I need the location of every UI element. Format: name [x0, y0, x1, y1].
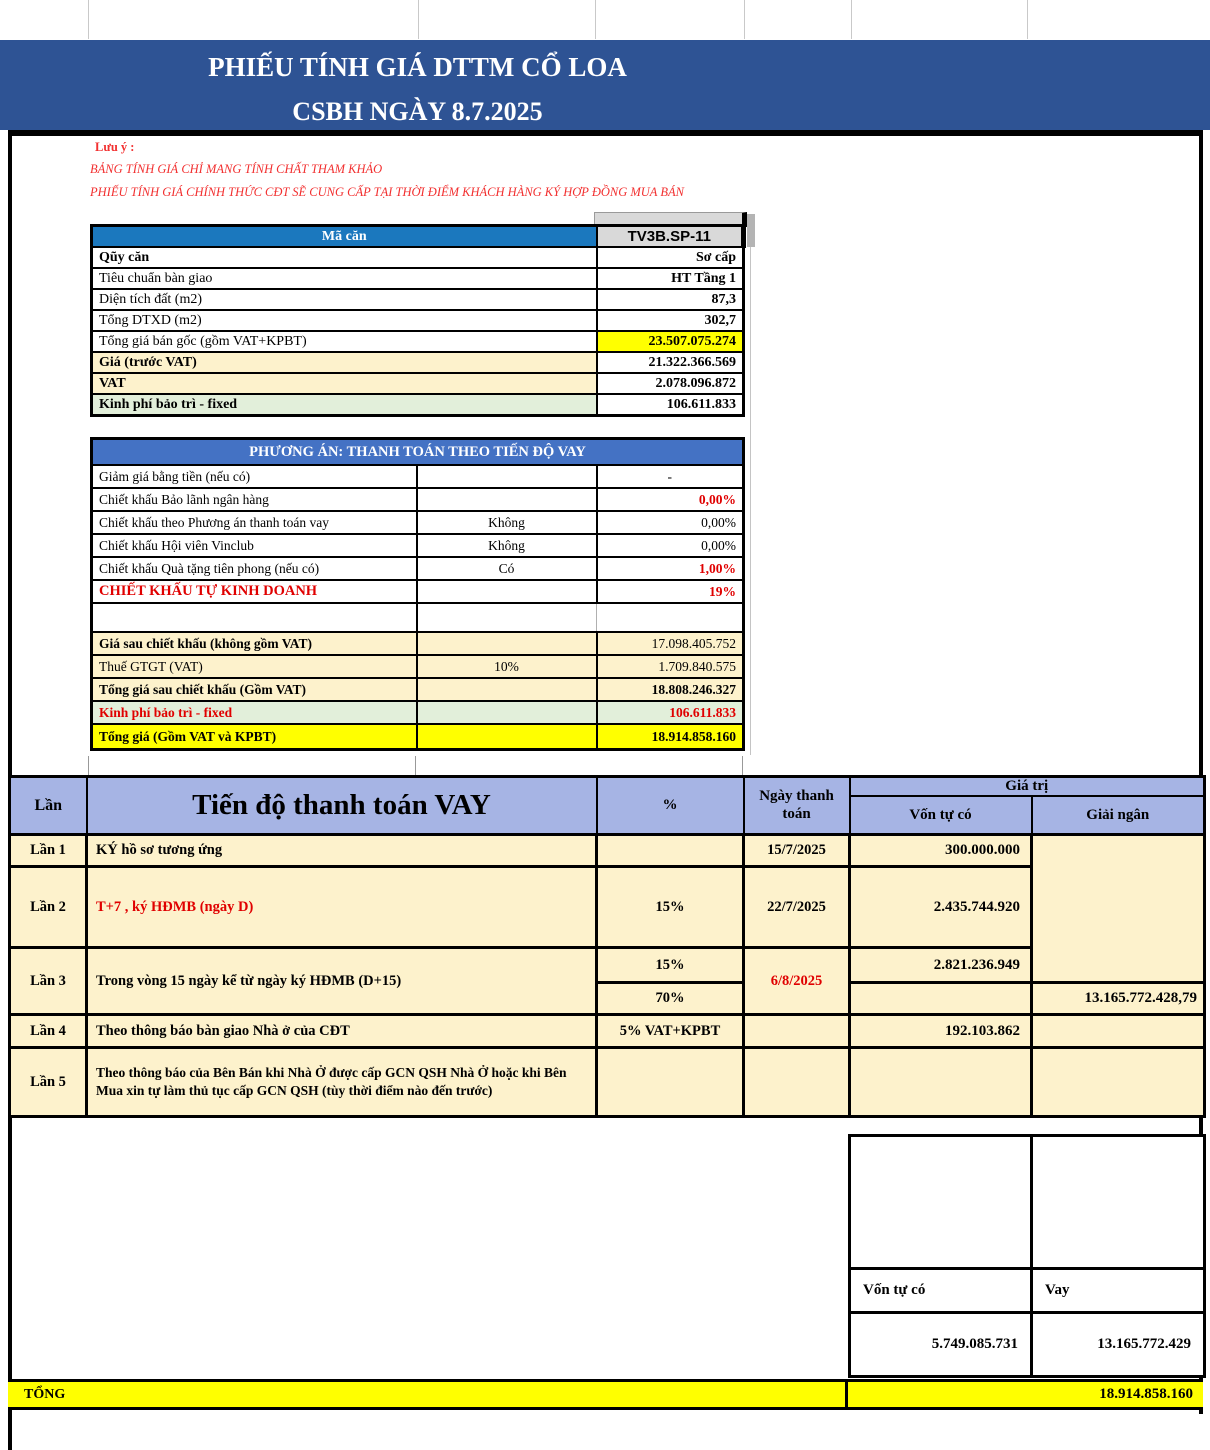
- installment-percent: 70%: [597, 983, 744, 1015]
- unit-code-value: TV3B.SP-11: [597, 226, 744, 248]
- vat-rate: 10%: [417, 655, 597, 678]
- disbursement-amount: 13.165.772.428,79: [1032, 983, 1205, 1015]
- row-option: [417, 701, 597, 724]
- note-line-2: PHIẾU TÍNH GIÁ CHÍNH THỨC CĐT SẼ CUNG CẤP TẠI THỜI ĐIỂM KHÁCH HÀNG KÝ HỢP ĐỒNG MUA BÁN: [90, 185, 684, 199]
- schedule-row-5: [10, 1048, 1205, 1117]
- installment-desc: Theo thông báo bàn giao Nhà ở của CĐT: [87, 1015, 597, 1048]
- installment-date: 22/7/2025: [744, 867, 850, 948]
- installment-desc: Theo thông báo của Bên Bán khi Nhà Ở được cấp GCN QSH Nhà Ở hoặc khi Bên Mua xin tự làm thủ tục cấp GCN QSH (tùy thời điểm nào đến trước): [87, 1048, 597, 1117]
- table-row: [92, 310, 744, 331]
- row-label: VAT: [92, 373, 597, 394]
- row-option: Có: [417, 557, 597, 580]
- equity-amount: [850, 1048, 1032, 1117]
- row-label: Chiết khấu Bảo lãnh ngân hàng: [92, 488, 417, 511]
- row-value: 21.322.366.569: [597, 352, 744, 373]
- table-row: [92, 557, 744, 580]
- row-label: Giá (trước VAT): [92, 352, 597, 373]
- table-row: [92, 465, 744, 488]
- row-label: Chiết khấu theo Phương án thanh toán vay: [92, 511, 417, 534]
- row-label: Tổng giá sau chiết khấu (Gồm VAT): [92, 678, 417, 701]
- table-row: [92, 331, 744, 352]
- gridline: [1027, 0, 1028, 39]
- title-band: [0, 40, 1210, 130]
- equity-amount: 192.103.862: [850, 1015, 1032, 1048]
- sheet-border-top: [8, 130, 1203, 136]
- installment-desc: T+7 , ký HĐMB (ngày D): [87, 867, 597, 948]
- column-gridline: [750, 247, 751, 755]
- row-option: [417, 724, 597, 750]
- table-row: [92, 247, 744, 268]
- row-label: Tiêu chuẩn bàn giao: [92, 268, 597, 289]
- installment-date: [744, 1015, 850, 1048]
- col-header-value: Giá trị: [850, 777, 1205, 797]
- payment-schedule-table: [8, 775, 1206, 1118]
- table-row: [92, 352, 744, 373]
- payment-plan-table: [90, 437, 745, 751]
- gridline: [88, 0, 89, 39]
- business-discount-value: 19%: [597, 580, 744, 603]
- schedule-row-4: [10, 1015, 1205, 1048]
- col-header-equity: Vốn tự có: [850, 796, 1032, 835]
- installment-number: Lần 2: [10, 867, 87, 948]
- empty-cell: [1032, 1136, 1205, 1269]
- equity-amount: 300.000.000: [850, 835, 1032, 867]
- installment-date: 6/8/2025: [744, 948, 850, 1015]
- installment-percent: 15%: [597, 948, 744, 983]
- table-row: [92, 394, 744, 416]
- row-label: Chiết khấu Hội viên Vinclub: [92, 534, 417, 557]
- schedule-row-2: [10, 867, 1205, 948]
- installment-percent: 5% VAT+KPBT: [597, 1015, 744, 1048]
- maintenance-fee-value: 106.611.833: [597, 701, 744, 724]
- note-line-1: BẢNG TÍNH GIÁ CHỈ MANG TÍNH CHẤT THAM KHẢO: [90, 162, 383, 176]
- row-option: Không: [417, 534, 597, 557]
- row-option: Không: [417, 511, 597, 534]
- maintenance-fee-label: Kinh phí bảo trì - fixed: [92, 701, 417, 724]
- row-label: Giá sau chiết khấu (không gồm VAT): [92, 632, 417, 655]
- table-row: [92, 580, 744, 603]
- row-option: [417, 632, 597, 655]
- row-label: Tổng giá bán gốc (gồm VAT+KPBT): [92, 331, 597, 352]
- table-row: [92, 632, 744, 655]
- table-row: [92, 534, 744, 557]
- installment-date: 15/7/2025: [744, 835, 850, 867]
- empty-cell: [850, 1136, 1032, 1269]
- installment-percent: [597, 835, 744, 867]
- row-label: Kinh phí bảo trì - fixed: [92, 394, 597, 416]
- page-title: PHIẾU TÍNH GIÁ DTTM CỔ LOA: [208, 52, 627, 82]
- spreadsheet-grid-strip: [0, 0, 1210, 40]
- total-label: TỔNG: [8, 1382, 848, 1407]
- disbursement-merged-cell: [1032, 835, 1205, 983]
- unit-table: [90, 224, 746, 417]
- table-row: [850, 1313, 1205, 1377]
- loan-label: Vay: [1032, 1269, 1205, 1313]
- installment-number: Lần 1: [10, 835, 87, 867]
- installment-percent: [597, 1048, 744, 1117]
- row-value: 0,00%: [597, 534, 744, 557]
- row-label: Chiết khấu Quà tặng tiên phong (nếu có): [92, 557, 417, 580]
- funding-summary-table: [848, 1134, 1206, 1378]
- table-row: [92, 655, 744, 678]
- row-label: Thuế GTGT (VAT): [92, 655, 417, 678]
- installment-percent: 15%: [597, 867, 744, 948]
- table-row: [92, 226, 744, 248]
- grand-total-label: Tổng giá (Gồm VAT và KPBT): [92, 724, 417, 750]
- gridline: [851, 0, 852, 39]
- row-value: 302,7: [597, 310, 744, 331]
- col-header-progress: Tiến độ thanh toán VAY: [87, 777, 597, 835]
- original-price-value: 23.507.075.274: [597, 331, 744, 352]
- table-row: [92, 511, 744, 534]
- plan-table-title: PHƯƠNG ÁN: THANH TOÁN THEO TIẾN ĐỘ VAY: [92, 439, 744, 466]
- installment-desc: Trong vòng 15 ngày kể từ ngày ký HĐMB (D+15): [87, 948, 597, 1015]
- empty-cell: [417, 603, 597, 632]
- row-value: 0,00%: [597, 488, 744, 511]
- installment-number: Lần 4: [10, 1015, 87, 1048]
- empty-cell: [597, 603, 744, 632]
- table-row: [92, 289, 744, 310]
- row-label: Giảm giá bằng tiền (nếu có): [92, 465, 417, 488]
- grand-total-row: [8, 1379, 1203, 1410]
- loan-total: 13.165.772.429: [1032, 1313, 1205, 1377]
- table-row: [850, 1269, 1205, 1313]
- equity-label: Vốn tự có: [850, 1269, 1032, 1313]
- disbursement-amount: [1032, 1015, 1205, 1048]
- row-label: Diện tích đất (m2): [92, 289, 597, 310]
- col-header-lan: Lần: [10, 777, 87, 835]
- equity-amount: 2.821.236.949: [850, 948, 1032, 983]
- row-option: [417, 580, 597, 603]
- gridline: [742, 756, 743, 775]
- installment-date: [744, 1048, 850, 1117]
- row-value: 1,00%: [597, 557, 744, 580]
- installment-desc: KÝ hồ sơ tương ứng: [87, 835, 597, 867]
- col-header-date: Ngày thanh toán: [744, 777, 850, 835]
- empty-cell: [92, 603, 417, 632]
- gridline: [744, 0, 745, 39]
- grand-total-value: 18.914.858.160: [597, 724, 744, 750]
- installment-number: Lần 5: [10, 1048, 87, 1117]
- table-row: [92, 724, 744, 750]
- col-header-percent: %: [597, 777, 744, 835]
- spacer-row: [92, 603, 744, 632]
- table-row: [92, 268, 744, 289]
- row-value: 87,3: [597, 289, 744, 310]
- table-row: [92, 701, 744, 724]
- row-value: 18.808.246.327: [597, 678, 744, 701]
- row-value: 2.078.096.872: [597, 373, 744, 394]
- disbursement-amount: [1032, 1048, 1205, 1117]
- row-value: HT Tầng 1: [597, 268, 744, 289]
- equity-total: 5.749.085.731: [850, 1313, 1032, 1377]
- row-value: 0,00%: [597, 511, 744, 534]
- gridline: [418, 0, 419, 39]
- row-value: 17.098.405.752: [597, 632, 744, 655]
- col-header-disbursement: Giải ngân: [1032, 796, 1205, 835]
- row-option: [417, 678, 597, 701]
- row-value: 1.709.840.575: [597, 655, 744, 678]
- table-row: [92, 439, 744, 466]
- total-value: 18.914.858.160: [1099, 1386, 1193, 1402]
- table-row: [92, 373, 744, 394]
- installment-number: Lần 3: [10, 948, 87, 1015]
- table-row: [850, 1136, 1205, 1269]
- table-row: [92, 488, 744, 511]
- row-option: [417, 488, 597, 511]
- row-value: -: [597, 465, 744, 488]
- page-subtitle: CSBH NGÀY 8.7.2025: [292, 97, 543, 126]
- row-label: Qũy căn: [92, 247, 597, 268]
- row-value: Sơ cấp: [597, 247, 744, 268]
- gridline: [415, 756, 416, 775]
- schedule-row-3a: [10, 948, 1205, 983]
- gridline: [88, 756, 89, 775]
- unit-code-label: Mã căn: [92, 226, 597, 248]
- table-row: [92, 678, 744, 701]
- business-discount-label: CHIẾT KHẤU TỰ KINH DOANH: [92, 580, 417, 603]
- row-option: [417, 465, 597, 488]
- equity-amount: 2.435.744.920: [850, 867, 1032, 948]
- schedule-row-1: [10, 835, 1205, 867]
- cell-shadow: [747, 214, 755, 247]
- row-value: 106.611.833: [597, 394, 744, 416]
- equity-amount: [850, 983, 1032, 1015]
- row-label: Tổng DTXD (m2): [92, 310, 597, 331]
- gridline: [595, 0, 596, 39]
- schedule-header-row: [10, 777, 1205, 797]
- note-label: Lưu ý :: [95, 140, 135, 154]
